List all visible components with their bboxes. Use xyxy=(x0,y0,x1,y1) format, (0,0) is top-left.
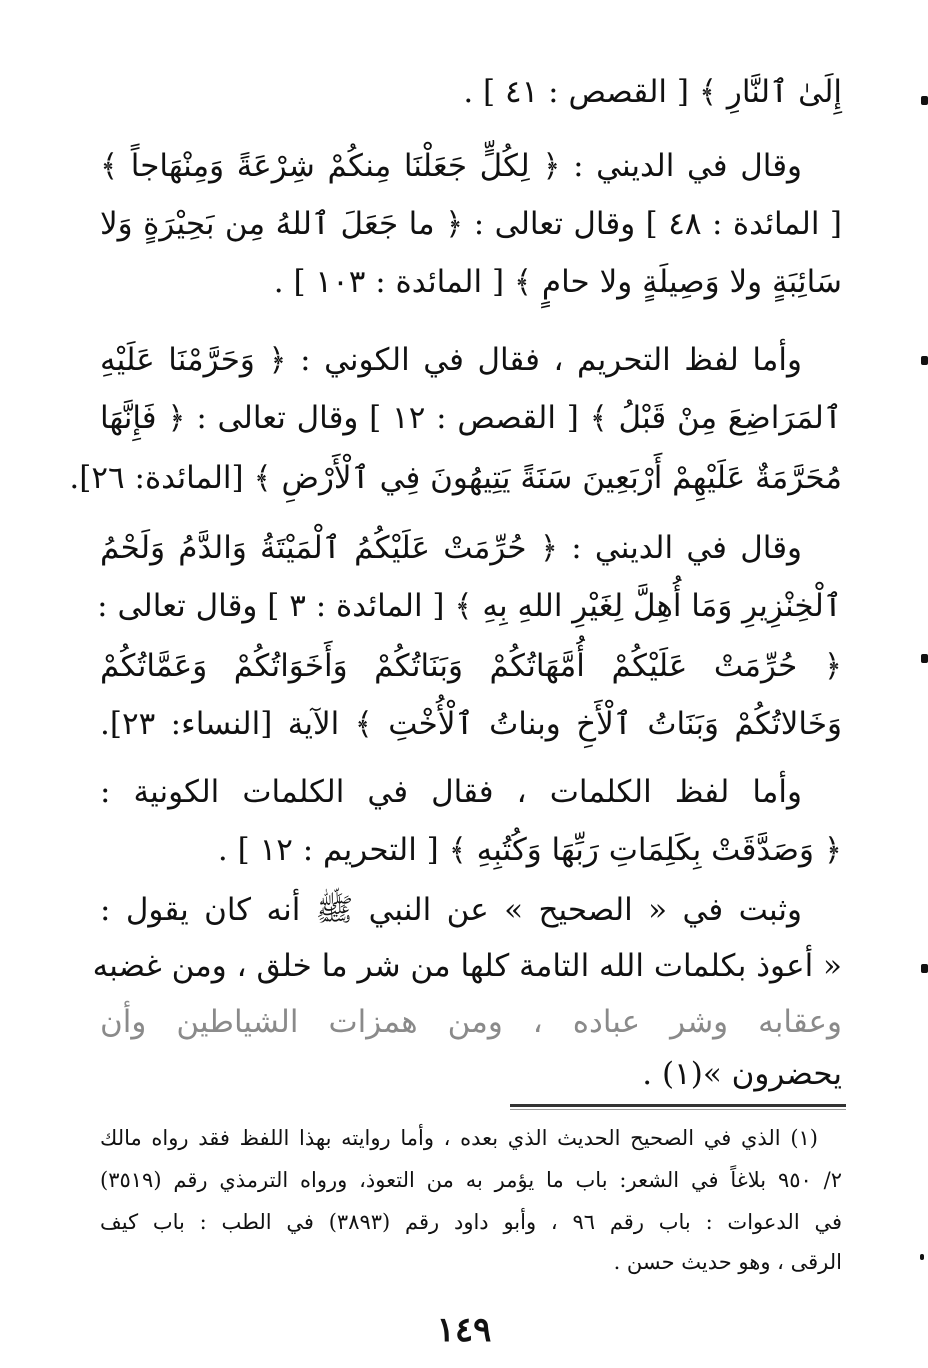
margin-mark xyxy=(921,964,928,973)
footnote-line: ٢/ ٩٥٠ بلاغاً في الشعر: باب ما يؤمر به من التعوذ، ورواه الترمذي رقم (٣٥١٩) xyxy=(100,1168,842,1192)
text-line: يحضرون »(١) . xyxy=(642,1056,842,1092)
footnote-line: (١) الذي في الصحيح الحديث الذي بعده ، وأما روايته بهذا اللفظ فقد رواه مالك xyxy=(100,1126,818,1150)
text-line: ﴿ وَصَدَّقَتْ بِكَلِمَاتِ رَبِّهَا وَكُتُبِهِ ﴾ [ التحريم : ١٢ ] . xyxy=(217,832,842,868)
text-line: ٱلمَرَاضِعَ مِنْ قَبْلُ ﴾ [ القصص : ١٢ ] وقال تعالى : ﴿ فَإِنَّهَا xyxy=(100,400,842,436)
footnote-line: في الدعوات : باب رقم ٩٦ ، وأبو داود رقم (٣٨٩٣) في الطب : باب كيف xyxy=(100,1210,842,1234)
text-line: سَائِبَةٍ ولا وَصِيلَةٍ ولا حامٍ ﴾ [ المائدة : ١٠٣ ] . xyxy=(273,264,842,300)
text-line: وثبت في « الصحيح » عن النبي ﷺ أنه كان يقول : xyxy=(100,892,802,928)
margin-mark xyxy=(921,356,928,365)
text-line: وأما لفظ الكلمات ، فقال في الكلمات الكونية : xyxy=(100,774,802,810)
footnote-line: الرقى ، وهو حديث حسن . xyxy=(613,1250,842,1274)
text-line: [ المائدة : ٤٨ ] وقال تعالى : ﴿ ما جَعَلَ ٱللهُ مِن بَحِيْرَةٍ وَلا xyxy=(100,206,842,242)
text-line: ٱلْخِنْزِيرِ وَمَا أُهِلَّ لِغَيْرِ اللهِ بِهِ ﴾ [ المائدة : ٣ ] وقال تعالى : xyxy=(97,588,842,624)
text-line: « أعوذ بكلمات الله التامة كلها من شر ما خلق ، ومن غضبه xyxy=(92,948,842,984)
margin-mark xyxy=(921,96,928,105)
text-line: وقال في الديني : ﴿ لِكُلٍّ جَعَلْنَا مِنكُمْ شِرْعَةً وَمِنْهَاجاً ﴾ xyxy=(100,148,802,184)
margin-mark xyxy=(921,654,928,663)
margin-mark xyxy=(920,1254,924,1260)
text-line: ﴿ حُرِّمَتْ عَلَيْكُمْ أُمَّهَاتُكُمْ وَبَنَاتُكُمْ وَأَخَوَاتُكُمْ وَعَمَّاتُكُمْ xyxy=(100,648,842,684)
text-line: وَخَالاتُكُمْ وَبَنَاتُ ٱلْأَخِ وبناتُ ٱلْأُخْتِ ﴾ الآية [النساء: ٢٣]. xyxy=(100,706,842,742)
text-line: وأما لفظ التحريم ، فقال في الكوني : ﴿ وَحَرَّمْنَا عَلَيْهِ xyxy=(100,342,802,378)
page-number: ١٤٩ xyxy=(436,1310,492,1350)
text-line: وعقابه وشر عباده ، ومن همزات الشياطين وأن xyxy=(100,1004,842,1040)
footnote-divider xyxy=(510,1104,846,1107)
text-line: مُحَرَّمَةٌ عَلَيْهِمْ أَرْبَعِينَ سَنَةً يَتِيهُونَ فِي ٱلْأَرْضِ ﴾ [المائدة: ٢٦]. xyxy=(69,460,842,496)
text-line: وقال في الديني : ﴿ حُرِّمَتْ عَلَيْكُمُ ٱلْمَيْتَةُ وَالدَّمُ وَلَحْمُ xyxy=(100,530,802,566)
text-line: إِلَىٰ ٱلنَّارِ ﴾ [ القصص : ٤١ ] . xyxy=(463,74,842,110)
